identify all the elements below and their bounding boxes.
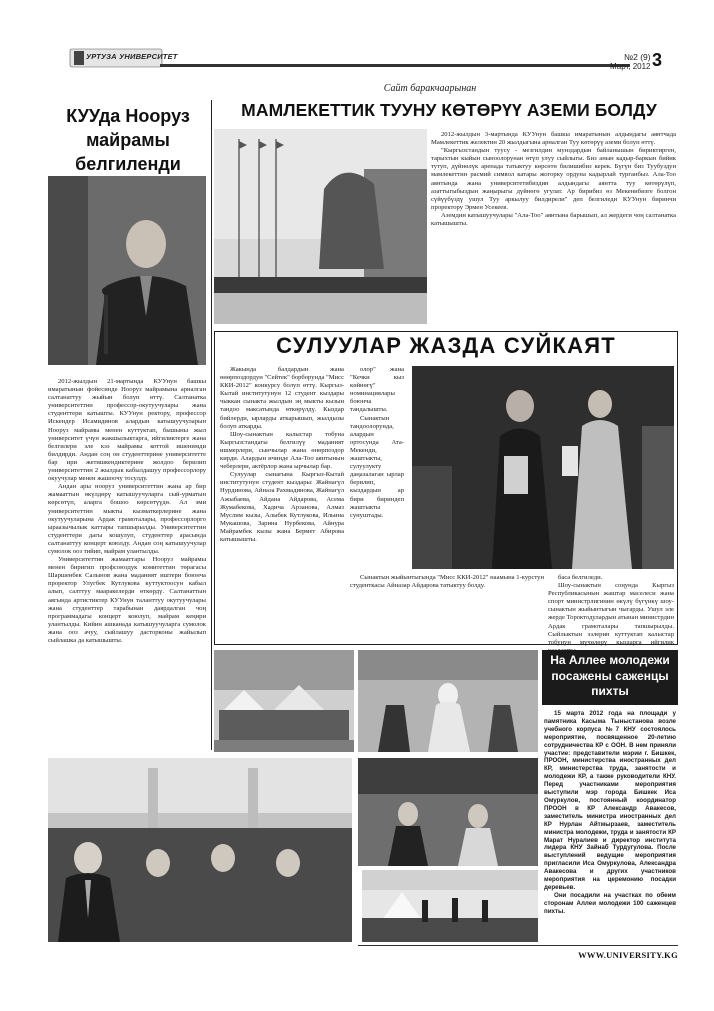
right-article-body (544, 710, 676, 943)
middle-col-1 (220, 366, 344, 640)
middle-paragraph: баса белгиледи. (558, 574, 603, 581)
masthead-rule (160, 64, 630, 67)
top-article-kicker: Сайт баракчаарынан (383, 83, 477, 94)
left-title-line-2: майрамы (86, 130, 170, 150)
nooruz-performers-photo (358, 650, 538, 752)
middle-col-2-wide (350, 574, 544, 640)
issue-number: №2 (9) (624, 52, 651, 62)
middle-paragraph: олор" жана "Кечки кыз көйнөгү" номинациялары боюнча тандалышты. (350, 366, 404, 414)
left-column-divider (211, 100, 212, 750)
rector-audience-photo (48, 758, 352, 942)
masthead (0, 0, 714, 80)
middle-article-headline: СУЛУУЛАР ЖАЗДА СУЙКАЯТ (276, 333, 616, 358)
left-paragraph: 2012-жылдын 21-мартында КУУнун башкы имаратынын фойесинде Нооруз майрамына арналган салтанаттуу жыйын болуп өттү. Салтанатка университеттин профессор-окутуучулары жана студенттери катышты. КУУнун ректору, профессор Искендер Исамидинов алардын катышуучуларын Нооруз майрамы менен куттуктап, бышыны жыл университет үчүн жакшылыктарга, ийгиликтерге жана белгилери эле кээ майрамы коттой ишенимди билдирди. Андан соң он студенттерине университетте бар ири жетишкендиктерине жолдоо берилип университеттин 2 жылдык кабылдашуу профессорлору окуучулар менен жашоочу тосулду. (48, 378, 206, 483)
page-number: 3 (652, 50, 663, 70)
rector-photo (48, 176, 206, 365)
footer-rule (358, 945, 678, 946)
left-title-line-1: КУУда Нооруз (66, 106, 190, 126)
right-headline-line-1: На Аллее молодежи (550, 653, 670, 667)
left-title-line-3: белгиленди (75, 154, 181, 174)
middle-paragraph: Сулуулар сынагына Кыргыз-Кытай институтунун студент кыздары: Жайнагүл Нурдинова, Айназа Рахмадинова, Жайнагүл Ажыбаева, Айдана Айдарова, Асема Жумабекова, Хадича Арзанова, Алмаз Муслим кызы, Алыбек Кутлукова, Ильина Мукашова, Зарина Нурбекова, Айнура Майрамбек кызы жана Бермет Абирова катышышты. (220, 471, 345, 543)
top-paragraph: 2012-жылдын 3-мартында КУУнун башкы имаратынын алдындагы аянтчада Мамлекеттик желектин 20 жылдыгына арналган Туу көтөрүү аземи болуп өттү. (431, 131, 676, 147)
top-article-body (431, 131, 676, 327)
rector-dancers-photo (358, 758, 538, 866)
sapling-ceremony-photo (362, 870, 538, 942)
top-article-headline: МАМЛЕКЕТТИК ТУУНУ КӨТӨРҮҮ АЗЕМИ БОЛДУ (241, 100, 657, 120)
issue-date: Март, 2012 (610, 62, 651, 71)
middle-col-3 (548, 574, 674, 646)
left-paragraph: Андан ары нооруз университеттин жана ар бир жамааттын өкүлдөрү катышуучуларга сый-урматын көрсөтүп, аларга бошоо көрсөтүүдө. Ал эми университеттин мыкты кызматкерлерине жана окутуучуларына Ардак грамоталары, профессорлорго ыраазычылык каттары тапшырылды. Университеттин студенттери дагы кошулуп, студенттер арасында салтанаттуу концерт коюлду. Андан соң катышуучулар сумолок ооз тийип, майрам улантылды. (48, 483, 206, 555)
right-headline-line-3: пихты (591, 684, 629, 698)
top-paragraph: "Кыргызстандын туусу - мезгилдин мунздардын байланышын бириктирген, тарыхтын кыйын сыноолорунан өтүп улуу сыйлыгы. Биз анын кадыр-баркын бийик тутуп, дүйнөлүк аренада татыктуу көрсөтө билишибиз керек. Бүгүн биз Туубуздун мамлекеттин расмий символ катары жогорку ордуна кадырлай турганбыз. Ала-Тоо аянтында жана университетибиздин алдындагы аянтта туу көтөрүлүп, азаттыгыбыздын жаңырыгы дүйнөгө угулат. Ар бирибиз өз Мекенибизге болгон сүйүүбүздү ушул Туу аркылуу билдирели" деп белгиледи КУУнун биринчи проректору Эрмен Усекеев. (431, 147, 676, 211)
flag-ceremony-photo (214, 129, 427, 324)
right-paragraph: 15 марта 2012 года на площади у памятника Касыма Тыныстанова возле учебного корпуса №7 КНУ состоялось мероприятие, посвященное 20-летию сотрудничества КР с ООН. В нем приняли участие: представители мэрии г. Бишкек, ПРООН, министерства иностранных дел КР, министерства труда, занятости и молодежи КР, а также руководители КНУ. Перед участниками мероприятия выступили мэр города Бишкек Иса Омуркулов, постоянный координатор ПРООН в КР Александр Авакесов, заместитель министра иностранных дел КР Нурлан Айтмырзаев, заместитель министра молодежи, труда и занятости КР Марат Нуралиев и директор института лидера КНУ Зайнаб Турдугулова. После выступлений ведущие мероприятия пригласили Иса Омуркулова, Александра Авакесова и других участников мероприятия на церемонию посадки деревьев. (544, 710, 676, 891)
left-paragraph: Университеттин жамааттары Нооруз майрамы менен биригип профсоюздук комитеттин төрагасы Шаршенбек Салынов жана маданият иштери боюнча проректор Улугбек Кутлукова куттуктоосун кабыл алып, салттуу мааракелерди өткөрдү. Салтанаттын аягында артистиктер КУУнун таланттуу окутуучулары жана студенттер тарабынан даярдалган чоң программадагы концерт коюлуп, майрам кеңири улантылды. Кийин ашканада катышуучуларга сумолок жана ооз ачуу, сыйлашуу дасторконы жайылып сыйлашка да катышышты. (48, 556, 206, 644)
right-headline-line-2: посажены саженцы (551, 668, 669, 683)
middle-paragraph: Шоу-сынактын соңунда Кыргыз Республикасынын жаштар маселеси жана спорт министрлигинин өкүлү бүгүнкү шоу-сынактын жыйынтыгын чыгарды. Ушул эле жерде Тороктодулардын атынан министрдин Ардак грамоталары тапшырылды. Сыйлыктын ээлерин куттуктап калыстар тобунун мүчөлөрү кыздарга ийгилик (548, 582, 674, 646)
contest-winners-photo (412, 366, 674, 569)
middle-paragraph: Сынактын жыйынтыгында "Мисс ККИ-2012" наамына 1-курстун студенткасы Айназар Айдарова татыктуу болду. (350, 574, 544, 590)
middle-col-2 (350, 366, 404, 571)
top-paragraph: Аземдин катышуучулары "Ала-Тоо" аянтына барышып, ал жердеги чоң салтанатка катышышты. (431, 211, 676, 228)
website-url[interactable]: WWW.UNIVERSITY.KG (578, 950, 678, 960)
logo-text: УРТУЗА УНИВЕРСИТЕТ (86, 52, 178, 61)
page-number-box (652, 50, 672, 72)
middle-paragraph: Сынактын тандоолорунда, алардын ортосунда Ата-Мекенди, жаштыкты, сулуулукту даңазалаган ырлар берилип, кыздардын ар бири бириндеп жаштыкты сунуштады. (350, 414, 404, 519)
right-paragraph: Они посадили на участках по обеим сторонам Аллеи молодежи 100 саженцев пихты. (544, 891, 676, 915)
masthead-logo (70, 47, 178, 69)
right-article-header (542, 650, 678, 705)
nooruz-tents-photo (214, 650, 354, 752)
middle-paragraph: Шоу-сынактын калыстар тобуна Кыргызстандагы белгилүү маданият ишмерлери, сынчылар жана өнөрпоздор кирди. Алардын ичинде Ала-Тоо аянтынын чеберлери, актёрлор жана ырчылар бар. (220, 430, 344, 471)
left-article-title (48, 104, 208, 176)
middle-paragraph: Жакында балдардын жана өнөрпоздордун "Сейтек" борборунда "Мисс ККИ-2012" конкурсу болуп өттү. Кыргыз-Кытай институтунун 12 студент кыздары чыккан сынакта жылдын эң мыкты кызын тандоо максатында өткөрүлдү. Кыздар бийлерди, ырларды аткарышып, жылдызы болуп аткарды. (220, 366, 344, 430)
